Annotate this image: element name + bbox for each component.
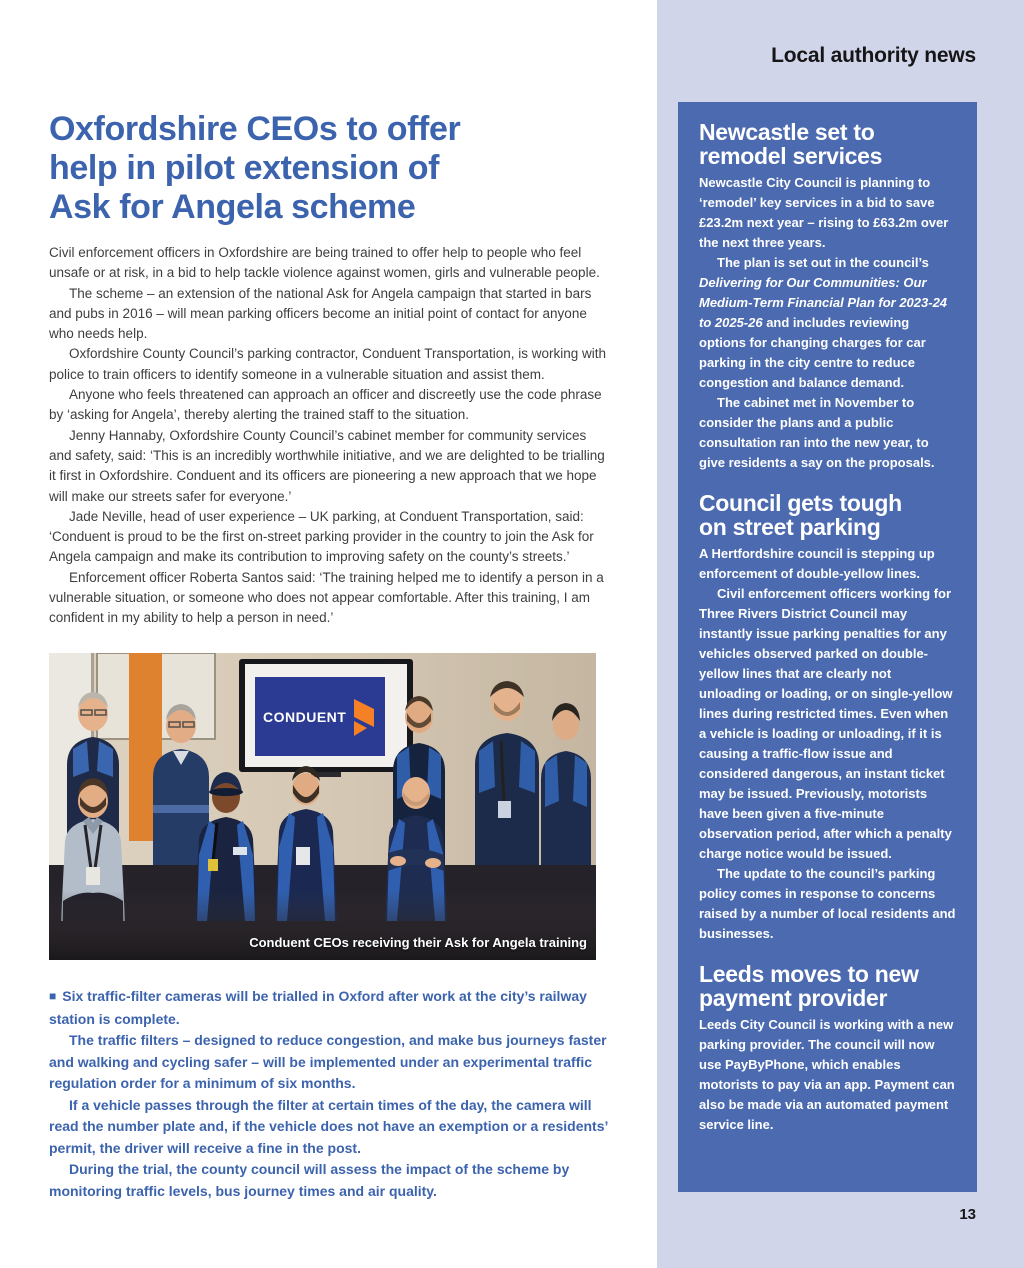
story-heading: [699, 491, 956, 539]
story-paragraph: [699, 253, 956, 393]
story-newcastle: [699, 120, 956, 473]
photo-illustration: [49, 653, 596, 960]
photo-caption: Conduent CEOs receiving their Ask for Angela training: [249, 935, 587, 950]
heading-line: remodel services: [699, 143, 883, 169]
story-heading: [699, 962, 956, 1010]
heading-line: payment provider: [699, 985, 888, 1011]
screen-logo-text: CONDUENT: [263, 709, 347, 725]
article-paragraph: Jade Neville, head of user experience – UK parking, at Conduent Transportation, said: ‘Conduent is proud to be the first on-street parking provider in the country to join the Ask for Angela campaign and make its contribution to improving safety on the county’s streets.’: [49, 508, 594, 565]
heading-line: Newcastle set to: [699, 119, 875, 145]
page-number: 13: [959, 1206, 976, 1223]
heading-line: Council gets tough: [699, 490, 902, 516]
main-article-column: [49, 0, 610, 1268]
story-paragraph: Newcastle City Council is planning to ‘remodel’ key services in a bid to save £23.2m next year – rising to £63.2m over the next three years.: [699, 175, 949, 250]
news-box: [678, 102, 977, 1192]
article-paragraph: Enforcement officer Roberta Santos said: ‘The training helped me to identify a person in a vulnerable situation, or someone who does not appear comfortable. After this training, I am confident in my ability to help a person in need.’: [49, 569, 604, 626]
italic-title-segment: Delivering for Our Communities: Our Medium-Term Financial Plan for 2023-24 to 2025-26: [699, 275, 948, 330]
paragraph-segment: and includes reviewing options for changing charges for car parking in the city centre to reduce congestion and balance demand.: [699, 315, 926, 390]
article-paragraph: Oxfordshire County Council’s parking contractor, Conduent Transportation, is working with police to train officers to identify someone in a vulnerable situation and assist them.: [49, 346, 607, 382]
story-heading: [699, 120, 956, 168]
brief-paragraph: During the trial, the county council will assess the impact of the scheme by monitoring traffic levels, bus journey times and air quality.: [49, 1161, 570, 1199]
story-paragraph: The update to the council’s parking policy comes in response to concerns raised by a number of local residents and businesses.: [699, 866, 956, 941]
story-paragraph: Leeds City Council is working with a new parking provider. The council will now use PayByPhone, which enables motorists to pay via an app. Payment can also be made via an automated payment service line.: [699, 1017, 955, 1132]
brief-paragraph: The traffic filters – designed to reduce congestion, and make bus journeys faster and walking and cycling safer – will be implemented under an experimental traffic regulation order for a minimum of six months.: [49, 1032, 607, 1091]
title-line: help in pilot extension of: [49, 149, 440, 187]
brief-paragraph: If a vehicle passes through the filter at certain times of the day, the camera will read the number plate and, if the vehicle does not have an exemption or a residents’ permit, the driver will receive a fine in the post.: [49, 1096, 608, 1156]
title-line: Oxfordshire CEOs to offer: [49, 110, 461, 148]
brief-paragraph: [49, 986, 610, 1030]
article-photo: [49, 653, 596, 960]
article-paragraph: The scheme – an extension of the national Ask for Angela campaign that started in bars and pubs in 2016 – will mean parking officers become an initial point of contact for anyone who needs help.: [49, 285, 592, 342]
story-paragraph: A Hertfordshire council is stepping up enforcement of double-yellow lines.: [699, 546, 935, 581]
story-paragraph: Civil enforcement officers working for Three Rivers District Council may instantly issue parking penalties for any vehicles observed parked on double-yellow lines that are clearly not unloading or loading, or on single-yellow lines during restricted times. Even when a vehicle is loading or unloading, if it is causing a traffic-flow issue and considered dangerous, an instant ticket may be issued. Previously, motorists have been given a five-minute observation period, after which a penalty charge notice would be issued.: [699, 586, 953, 861]
article-title: [49, 0, 610, 227]
title-line: Ask for Angela scheme: [49, 188, 416, 226]
story-leeds-payment: [699, 962, 956, 1135]
brief-text: Six traffic-filter cameras will be trialled in Oxford after work at the city’s railway station is complete.: [49, 988, 587, 1027]
story-street-parking: [699, 491, 956, 944]
article-paragraph: Civil enforcement officers in Oxfordshire are being trained to offer help to people who feel unsafe or at risk, in a bid to help tackle violence against women, girls and vulnerable people.: [49, 245, 600, 281]
heading-line: Leeds moves to new: [699, 961, 919, 987]
square-bullet-icon: ■: [49, 989, 57, 1003]
article-paragraph: Anyone who feels threatened can approach an officer and discreetly use the code phrase by ‘asking for Angela’, thereby alerting the trained staff to the situation.: [49, 387, 602, 423]
article-paragraph: Jenny Hannaby, Oxfordshire County Council’s cabinet member for community services and safety, said: ‘This is an incredibly worthwhile initiative, and we are delighted to be trialling it first in Oxfordshire. Conduent and its officers are pioneering a new approach that we hope will make our streets safer for everyone.’: [49, 427, 605, 504]
section-header: Local authority news: [771, 44, 976, 67]
tv-screen: [239, 659, 413, 777]
heading-line: on street parking: [699, 514, 881, 540]
local-authority-news-sidebar: [657, 0, 1024, 1268]
story-paragraph: The cabinet met in November to consider the plans and a public consultation ran into the new year, to give residents a say on the proposals.: [699, 395, 935, 470]
news-brief: [49, 986, 610, 1202]
paragraph-segment: The plan is set out in the council’s: [717, 255, 929, 270]
article-body: [49, 243, 610, 629]
